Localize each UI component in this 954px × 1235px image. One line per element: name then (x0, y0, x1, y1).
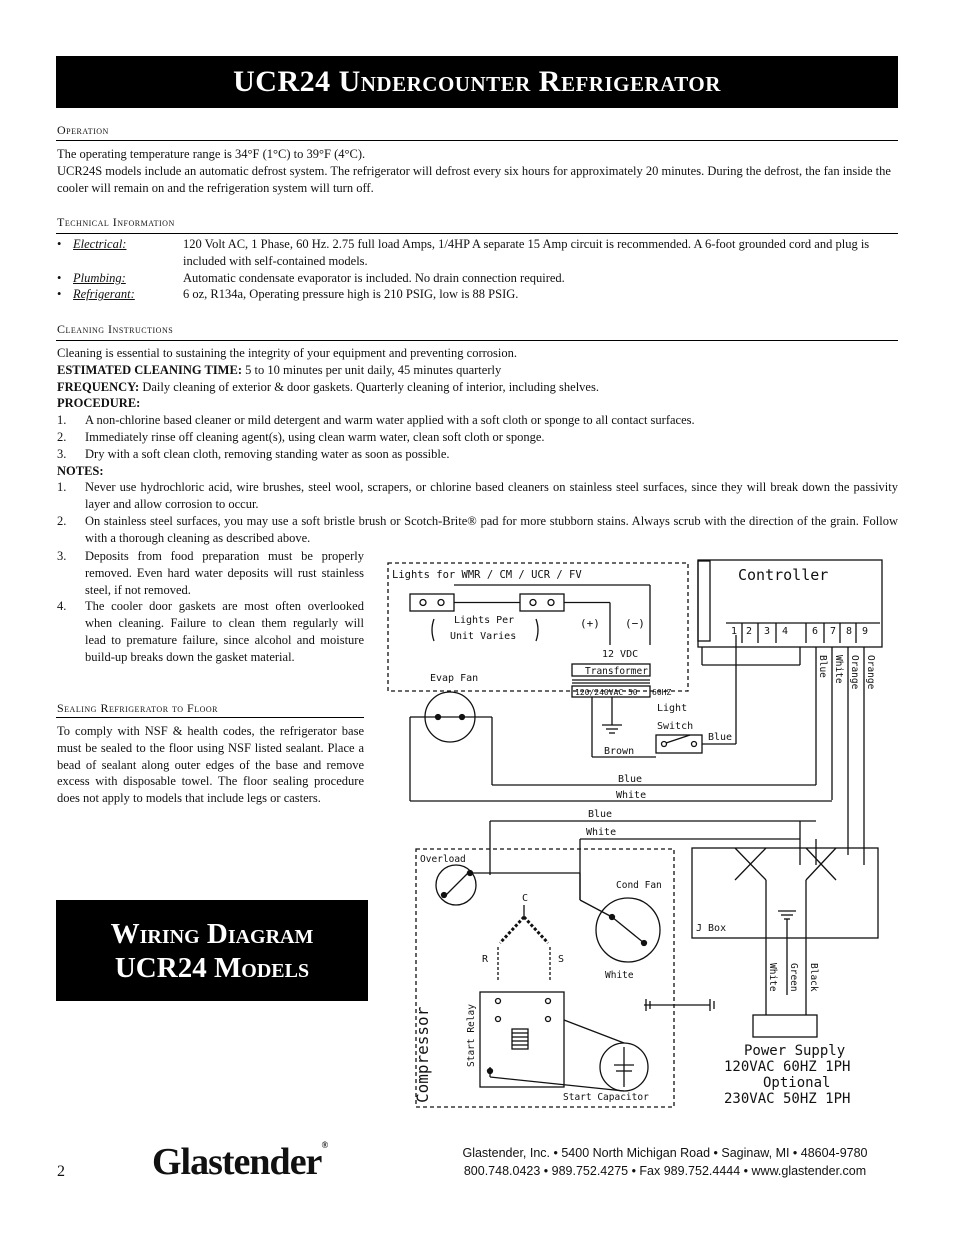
hz-label: 60HZ (652, 688, 672, 697)
white-label-fan: White (605, 970, 634, 981)
svg-text:Orange: Orange (849, 655, 860, 690)
svg-text:1: 1 (731, 626, 738, 637)
cond-fan-label: Cond Fan (616, 880, 662, 891)
divider (56, 140, 898, 141)
wiring-diagram-title: Wiring Diagram UCR24 Models (56, 900, 368, 1001)
svg-text:White: White (767, 963, 778, 992)
page-title: UCR24 Undercounter Refrigerator (56, 56, 898, 108)
svg-text:Blue: Blue (817, 655, 828, 678)
unit-varies: Unit Varies (450, 631, 517, 642)
svg-text:3: 3 (764, 626, 771, 637)
overload-label: Overload (420, 854, 466, 865)
wire-blue-label-2: Blue (588, 809, 613, 820)
controller-bracket (698, 561, 710, 641)
svg-text:Orange: Orange (865, 655, 876, 690)
svg-text:8: 8 (846, 626, 853, 637)
s-label: S (558, 954, 565, 965)
cleaning-block: Cleaning is essential to sustaining the integrity of your equipment and preventing corrosion. ESTIMATED CLEANING TIME: 5 to 10 minutes per unit daily, 45 minutes quarterly FREQUENCY: Daily cleaning of exterior & door gaskets. Quarterly cleaning of interior, including shelves. PROCEDURE: 1. A non-chlorine based cleaner or mild detergent and warm water applied with a soft cloth or sponge to all contact surfaces. 2. Immediately rinse off cleaning agent(s), using clean warm water, clean soft cloth or sponge. 3. Dry with a soft clean cloth, removing standing water as soon as possible. NOTES: 1. Never use hydrochloric acid, wire brushes, steel wool, scrapers, or chlorine based cleaners on stainless steel surfaces, since they will break down the passivity layer and allow corrosion to occur. 2. On stainless steel surfaces, you may use a soft bristle brush or Scotch-Brite® pad for more stubborn stains. Always scrub with the direction of the grain. Follow with a thorough cleaning as described above. (57, 346, 898, 545)
notes-continued (57, 548, 364, 666)
list-item: 2. On stainless steel surfaces, you may use a soft bristle brush or Scotch-Brite® pad for more stubborn stains. Always scrub with the direction of the grain. Follow with a thorough cleaning as described above. (57, 513, 898, 545)
list-item: 4. The cooler door gaskets are most often overlooked when cleaning. Failure to clean them regularly will lead to premature failure, since alcohol and moisture build-up breaks down the gasket material. (57, 599, 364, 664)
divider (56, 340, 898, 341)
svg-text:9: 9 (862, 626, 869, 637)
tech-item-refrigerant: • Refrigerant: 6 oz, R134a, Operating pressure high is 210 PSIG, low is 88 PSIG. (57, 287, 519, 302)
blue-label: Blue (708, 732, 733, 743)
ps-line1: 120VAC 60HZ 1PH (724, 1059, 851, 1075)
wire-blue-label: Blue (618, 774, 643, 785)
tech-item-electrical: • Electrical: 120 Volt AC, 1 Phase, 60 Hz. 2.75 full load Amps, 1/4HP A separate 15 Amp circuit is recommended. A 6-foot grounded cord and plug is included with self-contained models. (57, 237, 870, 268)
divider (56, 233, 898, 234)
svg-text:4: 4 (782, 626, 789, 637)
glastender-logo: Glastender® (152, 1140, 328, 1183)
footer-address: Glastender, Inc. • 5400 North Michigan Road • Saginaw, MI • 48604-9780 800.748.0423 • 989.752.4275 • Fax 989.752.4444 • www.glastender.com (462, 1146, 868, 1178)
evap-fan-label: Evap Fan (430, 673, 479, 684)
operation-heading: Operation (57, 123, 109, 137)
lights-per: Lights Per (454, 615, 515, 626)
technical-list (57, 236, 898, 303)
light-label: Light (657, 703, 688, 714)
svg-text:Black: Black (808, 963, 819, 992)
switch-label: Switch (657, 721, 694, 732)
start-capacitor-label: Start Capacitor (563, 1092, 649, 1103)
light-switch (656, 735, 702, 753)
r-label: R (482, 954, 489, 965)
sealing-text: To comply with NSF & health codes, the refrigerator base must be sealed to the floor using NSF listed sealant. Place a bead of sealant along outer edges of the base and remove excess with disposable towel. The floor sealing procedure does not apply to models that include legs or casters. (57, 724, 364, 806)
list-item: 2. Immediately rinse off cleaning agent(s), using clean warm water, clean soft cloth or sponge. (57, 429, 545, 444)
operation-text: The operating temperature range is 34°F (1°C) to 39°F (4°C). UCR24S models include an automatic defrost system. The refrigerator will defrost every six hours for approximately 20 minutes. During the defrost, the fan inside the cooler will remain on and the refrigeration system will turn off. (57, 147, 891, 195)
wire-white-label-2: White (586, 827, 617, 838)
ps-line3: 230VAC 50HZ 1PH (724, 1091, 851, 1107)
cleaning-heading: Cleaning Instructions (57, 322, 174, 336)
vac-label: 120/240VAC 50 (575, 688, 638, 697)
list-item: 3. Dry with a soft clean cloth, removing standing water as soon as possible. (57, 446, 450, 461)
svg-text:6: 6 (812, 626, 819, 637)
page-number: 2 (57, 1163, 65, 1180)
ps-line2: Optional (763, 1075, 831, 1091)
divider (56, 717, 364, 718)
wire-white-label: White (616, 790, 647, 801)
vdc-label: 12 VDC (602, 649, 639, 660)
controller-label: Controller (738, 566, 829, 584)
plus-label: (+) (580, 617, 600, 630)
transformer-label: Transformer (585, 666, 648, 677)
lights-label: Lights for WMR / CM / UCR / FV (392, 569, 582, 581)
svg-text:7: 7 (830, 626, 837, 637)
brown-label: Brown (604, 746, 635, 757)
wiring-diagram (380, 555, 900, 1115)
relay-coil (512, 1029, 528, 1049)
c-label: C (522, 893, 529, 904)
minus-label: (−) (625, 617, 645, 630)
list-item: 1. A non-chlorine based cleaner or mild detergent and warm water applied with a soft cloth or sponge to all contact surfaces. (57, 413, 695, 428)
svg-text:2: 2 (746, 626, 753, 637)
start-relay-label: Start Relay (466, 1004, 477, 1067)
technical-heading: Technical Information (57, 215, 175, 229)
power-supply-label: Power Supply (744, 1043, 846, 1059)
power-plug (753, 1015, 817, 1037)
svg-text:White: White (833, 655, 844, 684)
tech-item-plumbing: • Plumbing: Automatic condensate evaporator is included. No drain connection required. (57, 270, 565, 285)
sealing-heading: Sealing Refrigerator to Floor (57, 701, 218, 715)
svg-text:Green: Green (788, 963, 799, 992)
list-item: 3. Deposits from food preparation must be properly removed. Even hard water deposits will rust stainless steel, if not removed. (57, 549, 364, 597)
list-item: 1. Never use hydrochloric acid, wire brushes, steel wool, scrapers, or chlorine based cleaners on stainless steel surfaces, since they will break down the passivity layer and allow corrosion to occur. (57, 480, 898, 512)
jbox-label: J Box (696, 923, 727, 934)
compressor-label: Compressor (413, 1006, 432, 1103)
light-socket (410, 594, 454, 611)
light-socket (520, 594, 564, 611)
